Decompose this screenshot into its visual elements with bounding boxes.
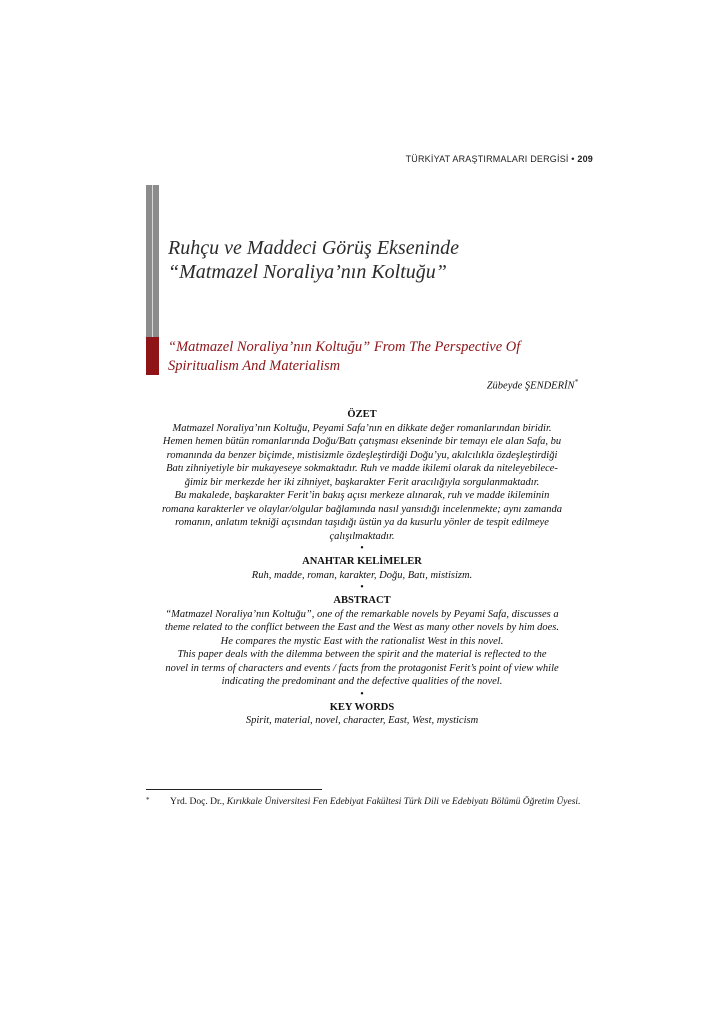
ozet-line: ğimiz bir merkezde her iki zihniyet, başkarakter Ferit aracılığıyla sorgulanmaktadır. [184, 476, 540, 488]
ozet-line: romana karakterler ve olaylar/olgular bağlamında nasıl yansıdığı incelenmekte; aynı zamanda [161, 503, 562, 515]
abstract-line: novel in terms of characters and events / facts from the protagonist Ferit’s point of view while [165, 662, 559, 674]
subtitle-line-1: “Matmazel Noraliya’nın Koltuğu” From The Perspective Of [168, 339, 521, 355]
anahtar-heading: ANAHTAR KELİMELER [302, 556, 422, 567]
ozet-section [146, 408, 578, 728]
abstract-heading: ABSTRACT [333, 595, 391, 606]
ozet-line: romanın, anlatım tekniği açısından taşıdığı üstün ya da kusurlu yönler de tespit edilmeye [175, 517, 549, 528]
separator-bullet: • [360, 582, 364, 593]
article-subtitle [168, 338, 588, 376]
ozet-line: çalışılmaktadır. [329, 530, 395, 542]
running-head-separator: • [568, 154, 578, 164]
ozet-line: Hemen hemen bütün romanlarında Doğu/Batı çatışması ekseninde bir temayı ele alan Safa, bu [162, 436, 562, 447]
footnote-prefix: Yrd. Doç. Dr., [170, 797, 227, 807]
ozet-line: romanında da benzer biçimde, mistisizmle özdeşleştirdiği Doğu’yu, akılcılıkla özdeşleştirdiği [166, 449, 558, 461]
footnote [146, 796, 586, 809]
article-title [168, 236, 588, 284]
author [487, 378, 578, 392]
abstract-line: indicating the predominant and the defective qualities of the novel. [221, 676, 503, 687]
ozet-line: Batı zihniyetiyle bir mukayeseye sokmaktadır. Ruh ve madde ikilemi olarak da niteleyebilece- [166, 463, 558, 474]
footnote-affiliation: Kırıkkale Üniversitesi Fen Edebiyat Fakültesi Türk Dili ve Edebiyatı Bölümü Öğretim Üyesi. [226, 797, 581, 807]
author-footnote-mark: * [574, 378, 578, 386]
keywords-text: Spirit, material, novel, character, East, West, mysticism [245, 715, 479, 726]
separator-bullet: • [360, 688, 364, 700]
subtitle-line-2: Spiritualism And Materialism [168, 358, 341, 374]
title-line-1: Ruhçu ve Maddeci Görüş Ekseninde [168, 237, 460, 259]
ozet-line: Bu makalede, başkarakter Ferit’in bakış açısı merkeze alınarak, ruh ve madde ikileminin [174, 490, 550, 501]
title-line-2: “Matmazel Noraliya’nın Koltuğu” [168, 261, 447, 283]
subtitle-accent-bar-red [146, 337, 159, 375]
ozet-line: Matmazel Noraliya’nın Koltuğu, Peyami Safa’nın en dikkate değer romanlarından biridir. [172, 422, 552, 434]
abstract-line: This paper deals with the dilemma between the spirit and the material is reflected to the [177, 649, 547, 660]
page-number: 209 [577, 154, 593, 164]
title-accent-bar-highlight [152, 185, 153, 337]
anahtar-text: Ruh, madde, roman, karakter, Doğu, Batı, mistisizm. [251, 569, 473, 581]
abstract-line: He compares the mystic East with the rationalist West in this novel. [220, 635, 504, 647]
abstract-line: theme related to the conflict between the East and the West as many other novels by him does. [164, 622, 560, 633]
footnote-text [170, 796, 586, 809]
ozet-heading: ÖZET [347, 409, 377, 420]
journal-name: TÜRKİYAT ARAŞTIRMALARI DERGİSİ [405, 154, 569, 164]
separator-bullet: • [360, 543, 364, 554]
running-head [406, 154, 593, 164]
abstract-line: “Matmazel Noraliya’nın Koltuğu”, one of the remarkable novels by Peyami Safa, discusses a [165, 608, 559, 620]
footnote-rule [146, 789, 322, 790]
keywords-heading: KEY WORDS [329, 701, 395, 713]
author-name: Zübeyde ŞENDERİN [486, 380, 575, 392]
footnote-mark: * [146, 796, 150, 804]
